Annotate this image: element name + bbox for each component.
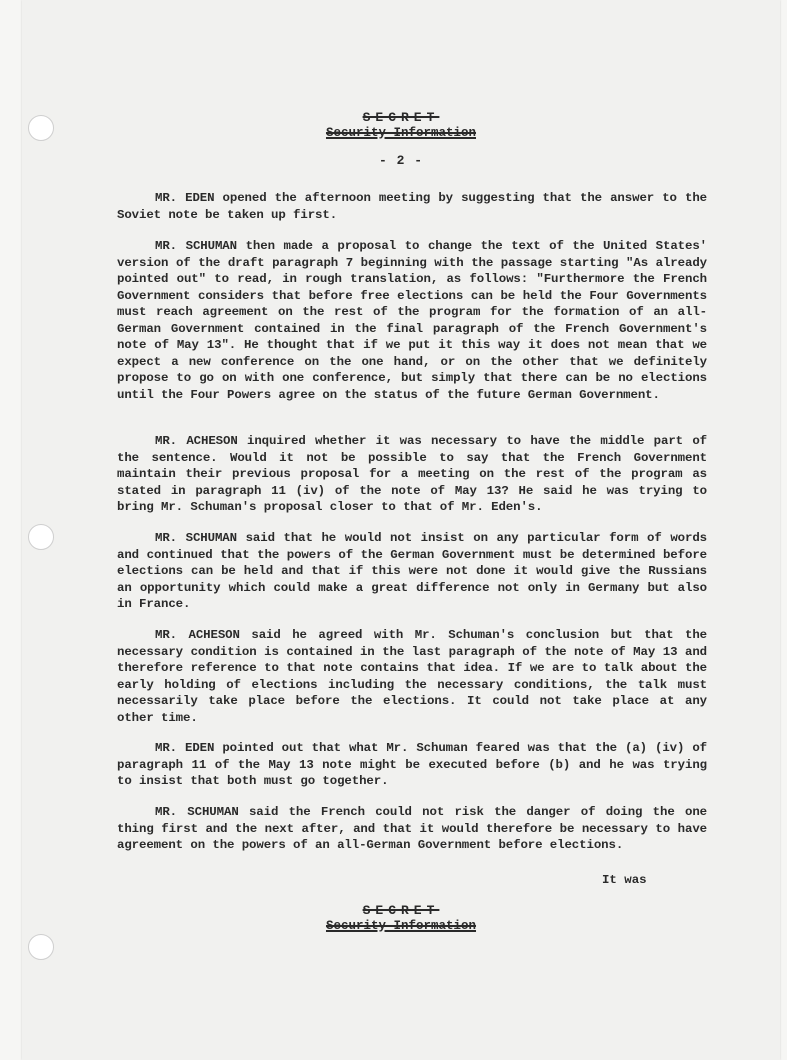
punch-hole-bottom [28,934,54,960]
page-number: - 2 - [378,153,423,168]
paragraph-6: MR. EDEN pointed out that what Mr. Schuman feared was that the (a) (iv) of paragraph 11 of the May 13 note might be executed before (b) and he was trying to insist that both must go together. [117,741,707,788]
footer-security-information: Security Information [325,919,477,933]
continuation-text: It was [602,873,647,887]
paragraph-5: MR. ACHESON said he agreed with Mr. Schuman's conclusion but that the necessary condition is contained in the last paragraph of the note of May 13 and therefore reference to that note contains that idea. If we are to talk about the early holding of elections including the necessary conditions, the talk must necessarily take place before the elections. It could not take place at any other time. [117,628,707,725]
footer-classification: SECRET [362,903,440,918]
paragraph-4: MR. SCHUMAN said that he would not insist on any particular form of words and continued that the powers of the German Government must be determined before elections can be held and that if this were not done it would give the Russians an opportunity which could make a great difference not only in Germany but also in France. [117,531,707,611]
paragraph-2: MR. SCHUMAN then made a proposal to change the text of the United States' version of the draft paragraph 7 beginning with the passage starting "As already pointed out" to read, in rough translation, as follows: "Furthermore the French Government considers that before free elections can be held the Four Governments must reach agreement on the rest of the program for the formation of an all-German Government contained in the final paragraph of the French Government's note of May 13". He thought that if we put it this way it does not mean that we expect a new conference on the one hand, or on the other that we definitely propose to go on with one conference, but simply that there can be no elections until the Four Powers agree on the status of the future German Government. [117,239,707,402]
paragraph-1: MR. EDEN opened the afternoon meeting by suggesting that the answer to the Soviet note be taken up first. [117,191,707,222]
paragraph-3: MR. ACHESON inquired whether it was necessary to have the middle part of the sentence. Would it not be possible to say that the French Government maintain their previous proposal for a meeting on the rest of the program as stated in paragraph 11 (iv) of the note of May 13? He said he was trying to bring Mr. Schuman's proposal closer to that of Mr. Eden's. [117,434,707,514]
header-classification: SECRET [362,110,440,125]
paragraph-7: MR. SCHUMAN said the French could not risk the danger of doing the one thing first and the next after, and that it would therefore be necessary to have agreement on the powers of an all-German Government before elections. [117,805,707,852]
footer [22,903,780,933]
header-security-information: Security Information [325,126,477,140]
document-page [22,0,780,1060]
punch-hole-middle [28,524,54,550]
header [22,110,780,140]
